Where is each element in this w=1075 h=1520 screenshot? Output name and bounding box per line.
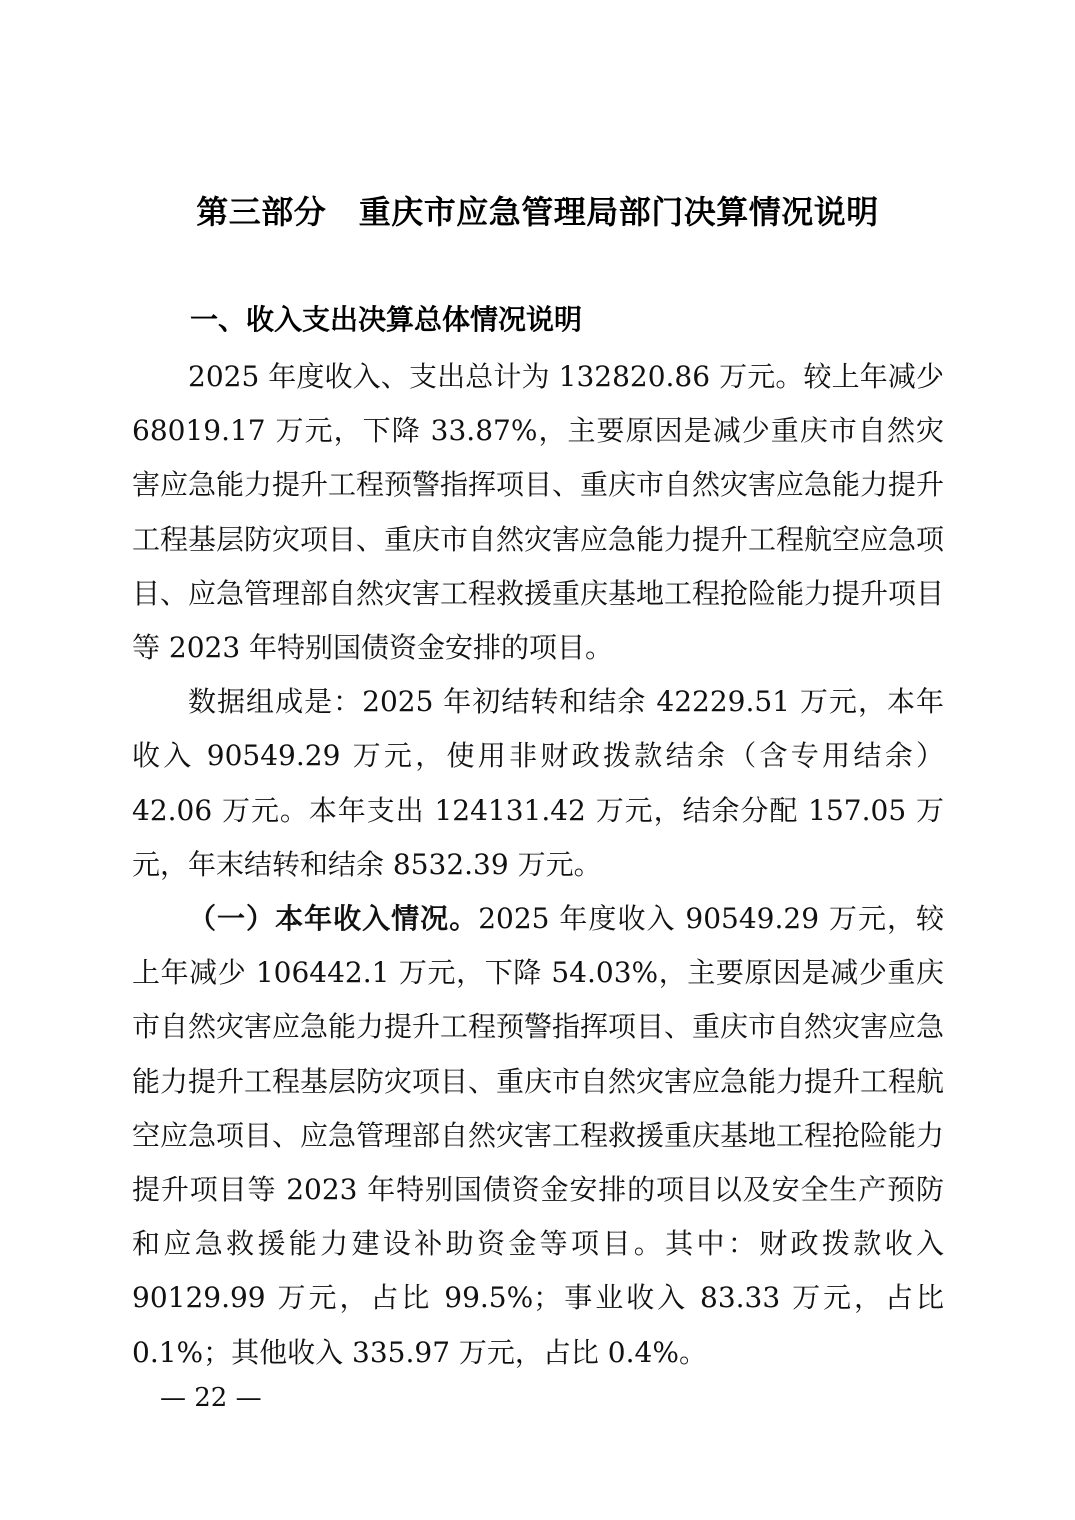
- paragraph-income: [132, 892, 944, 1380]
- paragraph-overview: 2025 年度收入、支出总计为 132820.86 万元。较上年减少 68019.17 万元，下降 33.87%，主要原因是减少重庆市自然灾害应急能力提升工程预警指挥项目、重庆市自然灾害应急能力提升工程基层防灾项目、重庆市自然灾害应急能力提升工程航空应急项目、应急管理部自然灾害工程救援重庆基地工程抢险能力提升项目等 2023 年特别国债资金安排的项目。: [132, 360, 945, 665]
- page-title: 第三部分 重庆市应急管理局部门决算情况说明: [196, 193, 879, 231]
- paragraph-income-text: 2025 年度收入 90549.29 万元，较上年减少 106442.1 万元，下降 54.03%，主要原因是减少重庆市自然灾害应急能力提升工程预警指挥项目、重庆市自然灾害应急能力提升工程基层防灾项目、重庆市自然灾害应急能力提升工程航空应急项目、应急管理部自然灾害工程救援重庆基地工程抢险能力提升项目等 2023 年特别国债资金安排的项目以及安全生产预防和应急救援能力建设补助资金等项目。其中：财政拨款收入 90129.99 万元，占比 99.5%；事业收入 83.33 万元，占比 0.1%；其他收入 335.97 万元，占比 0.4%。: [132, 902, 945, 1369]
- section-heading: 一、收入支出决算总体情况说明: [190, 303, 583, 336]
- page-number: — 22 —: [160, 1383, 262, 1413]
- paragraph-income-lead: （一）本年收入情况。: [188, 902, 479, 936]
- paragraph-data-composition: 数据组成是：2025 年初结转和结余 42229.51 万元，本年收入 90549.29 万元，使用非财政拨款结余（含专用结余）42.06 万元。本年支出 124131.42 万元，结余分配 157.05 万元，年末结转和结余 8532.39 万元。: [132, 685, 944, 881]
- body-text: [132, 350, 944, 1380]
